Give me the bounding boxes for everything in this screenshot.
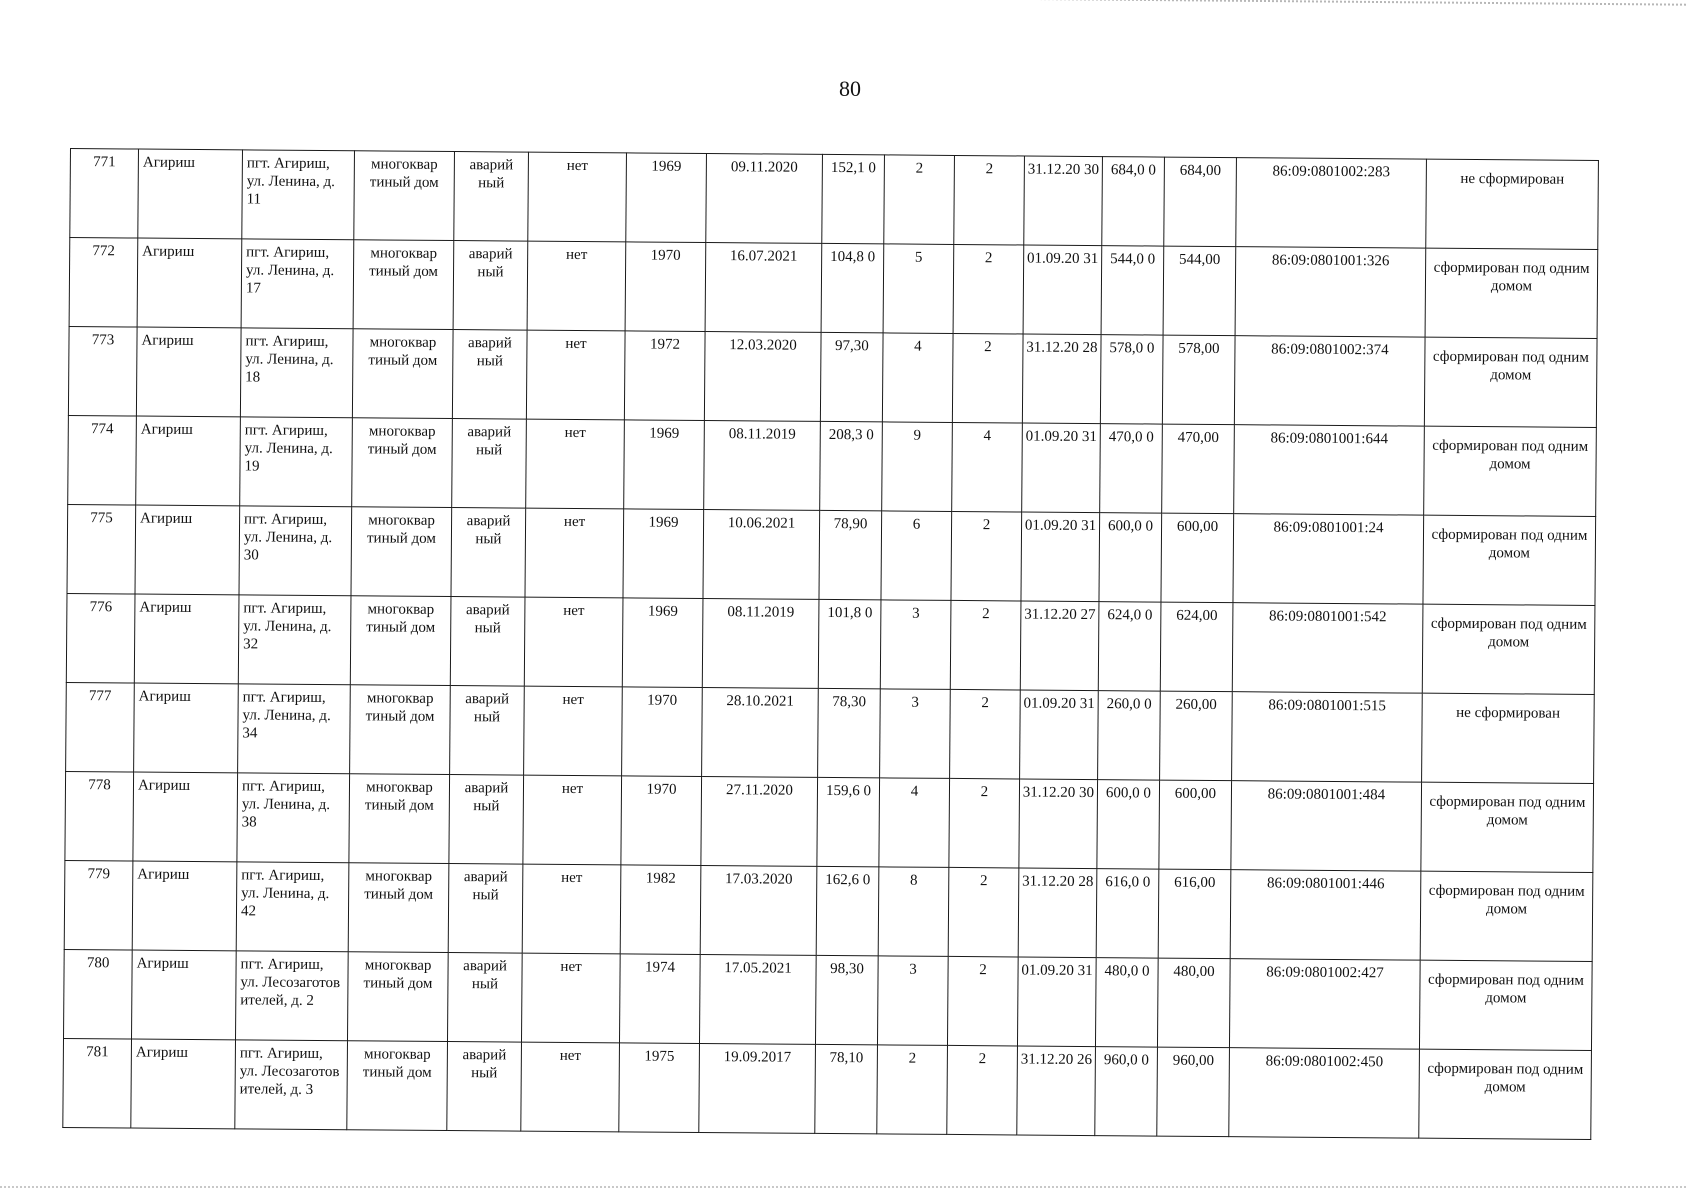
condition-cell: аварий ный [450,597,525,687]
resettlement-deadline-cell: 31.12.20 30 [1019,779,1098,869]
residents-count-cell: 3 [880,689,951,779]
row-number: 781 [63,1038,132,1128]
cadastral-number-cell: 86:09:0801002:450 [1229,1048,1420,1138]
address-cell: пгт. Агириш, ул. Ленина, д. 19 [240,417,353,507]
value-cell-2: 480,00 [1157,958,1230,1048]
value-cell-1: 600,0 0 [1099,513,1162,602]
recognition-date-cell: 27.11.2020 [701,776,818,866]
table-row [66,682,1595,783]
area-cell: 78,30 [818,688,881,777]
year-built-cell: 1970 [625,242,706,332]
flag-cell: нет [526,419,625,509]
flag-cell: нет [528,152,627,242]
land-plot-status-cell: сформирован под одним домом [1425,248,1598,338]
value-cell-2: 600,00 [1159,780,1232,870]
recognition-date-cell: 28.10.2021 [702,687,819,777]
year-built-cell: 1970 [622,687,703,777]
value-cell-1: 544,0 0 [1101,246,1164,335]
area-cell: 78,90 [819,510,882,599]
apartments-count-cell: 2 [950,689,1021,779]
value-cell-1: 470,0 0 [1100,424,1163,513]
settlement-cell: Агириш [131,1039,236,1129]
table-row [69,238,1598,339]
apartments-count-cell: 2 [948,867,1019,957]
condition-cell: аварий ный [450,686,525,776]
land-plot-status-cell: не сформирован [1426,159,1599,249]
recognition-date-cell: 17.03.2020 [700,865,817,955]
value-cell-2: 470,00 [1162,424,1235,514]
scan-edge-top [840,0,1686,20]
value-cell-2: 960,00 [1157,1047,1230,1137]
row-number: 772 [69,238,138,328]
cadastral-number-cell: 86:09:0801002:374 [1234,336,1425,426]
condition-cell: аварий ный [454,152,529,242]
condition-cell: аварий ный [448,863,523,953]
recognition-date-cell: 09.11.2020 [706,153,823,243]
flag-cell: нет [523,775,622,865]
building-type-cell: многоквар тиный дом [349,774,450,864]
building-type-cell: многоквар тиный дом [354,151,455,241]
apartments-count-cell: 2 [951,511,1022,601]
condition-cell: аварий ный [452,419,527,509]
housing-table [62,148,1599,1140]
land-plot-status-cell: сформирован под одним домом [1422,604,1595,694]
land-plot-status-cell: сформирован под одним домом [1423,515,1596,605]
address-cell: пгт. Агириш, ул. Ленина, д. 42 [236,862,349,952]
table-row [68,326,1597,427]
row-number: 771 [70,149,139,239]
resettlement-deadline-cell: 31.12.20 26 [1017,1046,1096,1136]
residents-count-cell: 6 [881,511,952,601]
resettlement-deadline-cell: 01.09.20 31 [1023,245,1102,335]
cadastral-number-cell: 86:09:0801001:484 [1231,781,1422,871]
row-number: 779 [64,860,133,950]
table-row [70,149,1599,250]
land-plot-status-cell: не сформирован [1422,693,1595,783]
row-number: 774 [68,415,137,505]
area-cell: 78,10 [815,1044,878,1133]
area-cell: 159,6 0 [817,777,880,866]
flag-cell: нет [521,1042,620,1132]
page-number: 80 [839,76,861,101]
value-cell-2: 600,00 [1161,513,1234,603]
resettlement-deadline-cell: 31.12.20 27 [1020,601,1099,691]
row-number: 777 [66,682,135,772]
resettlement-deadline-cell: 01.09.20 31 [1017,957,1096,1047]
condition-cell: аварий ный [447,1041,522,1131]
flag-cell: нет [522,864,621,954]
row-number: 773 [68,326,137,416]
cadastral-number-cell: 86:09:0801001:326 [1235,247,1426,337]
year-built-cell: 1969 [626,153,707,243]
settlement-cell: Агириш [137,238,242,328]
building-type-cell: многоквар тиный дом [352,329,453,419]
residents-count-cell: 3 [880,600,951,690]
value-cell-2: 684,00 [1164,157,1237,247]
value-cell-2: 544,00 [1163,246,1236,336]
address-cell: пгт. Агириш, ул. Лесозаготов ителей, д. 2 [236,951,349,1041]
area-cell: 152,1 0 [822,154,885,243]
resettlement-deadline-cell: 01.09.20 31 [1022,423,1101,513]
settlement-cell: Агириш [134,594,239,684]
land-plot-status-cell: сформирован под одним домом [1424,337,1597,427]
recognition-date-cell: 19.09.2017 [699,1043,816,1133]
value-cell-1: 616,0 0 [1096,869,1159,958]
residents-count-cell: 9 [882,422,953,512]
address-cell: пгт. Агириш, ул. Ленина, д. 38 [237,773,350,863]
resettlement-deadline-cell: 31.12.20 30 [1024,156,1103,246]
apartments-count-cell: 2 [949,778,1020,868]
row-number: 780 [64,949,133,1039]
value-cell-1: 480,0 0 [1095,958,1158,1047]
flag-cell: нет [527,241,626,331]
flag-cell: нет [524,597,623,687]
resettlement-deadline-cell: 31.12.20 28 [1022,334,1101,424]
residents-count-cell: 3 [877,956,948,1046]
flag-cell: нет [521,953,620,1043]
table-row [64,949,1593,1050]
residents-count-cell: 5 [883,244,954,334]
recognition-date-cell: 17.05.2021 [699,954,816,1044]
settlement-cell: Агириш [134,683,239,773]
condition-cell: аварий ный [447,952,522,1042]
resettlement-deadline-cell: 01.09.20 31 [1020,690,1099,780]
apartments-count-cell: 2 [952,333,1023,423]
area-cell: 97,30 [820,332,883,421]
settlement-cell: Агириш [132,950,237,1040]
land-plot-status-cell: сформирован под одним домом [1419,960,1592,1050]
value-cell-1: 684,0 0 [1102,157,1165,246]
address-cell: пгт. Агириш, ул. Ленина, д. 34 [238,684,351,774]
row-number: 775 [67,504,136,594]
land-plot-status-cell: сформирован под одним домом [1424,426,1597,516]
year-built-cell: 1975 [619,1043,700,1133]
scan-edge-bottom [0,1186,1686,1196]
land-plot-status-cell: сформирован под одним домом [1420,871,1593,961]
settlement-cell: Агириш [135,505,240,595]
residents-count-cell: 2 [877,1045,948,1135]
residents-count-cell: 4 [879,778,950,868]
recognition-date-cell: 10.06.2021 [703,509,820,599]
table-row [63,1038,1592,1139]
cadastral-number-cell: 86:09:0801001:446 [1230,870,1421,960]
recognition-date-cell: 08.11.2019 [704,420,821,510]
recognition-date-cell: 16.07.2021 [705,242,822,332]
cadastral-number-cell: 86:09:0801001:24 [1233,514,1424,604]
value-cell-2: 624,00 [1160,602,1233,692]
area-cell: 208,3 0 [820,421,883,510]
resettlement-deadline-cell: 31.12.20 28 [1018,868,1097,958]
address-cell: пгт. Агириш, ул. Ленина, д. 32 [238,595,351,685]
condition-cell: аварий ный [453,241,528,331]
residents-count-cell: 2 [884,155,955,245]
flag-cell: нет [526,330,625,420]
settlement-cell: Агириш [136,327,241,417]
recognition-date-cell: 12.03.2020 [704,331,821,421]
apartments-count-cell: 2 [954,155,1025,245]
year-built-cell: 1974 [619,954,700,1044]
residents-count-cell: 8 [878,867,949,957]
value-cell-1: 600,0 0 [1097,780,1160,869]
address-cell: пгт. Агириш, ул. Ленина, д. 17 [241,239,354,329]
cadastral-number-cell: 86:09:0801001:542 [1232,603,1423,693]
condition-cell: аварий ный [451,508,526,598]
value-cell-1: 960,0 0 [1095,1047,1158,1136]
building-type-cell: многоквар тиный дом [347,1041,448,1131]
address-cell: пгт. Агириш, ул. Ленина, д. 11 [242,150,355,240]
building-type-cell: многоквар тиный дом [352,418,453,508]
resettlement-deadline-cell: 01.09.20 31 [1021,512,1100,602]
row-number: 776 [66,593,135,683]
building-type-cell: многоквар тиный дом [351,507,452,597]
housing-table-container [62,148,1598,1140]
value-cell-2: 260,00 [1160,691,1233,781]
apartments-count-cell: 2 [950,600,1021,690]
table-row [68,415,1597,516]
value-cell-1: 578,0 0 [1100,335,1163,424]
settlement-cell: Агириш [133,772,238,862]
row-number: 778 [65,771,134,861]
recognition-date-cell: 08.11.2019 [702,598,819,688]
building-type-cell: многоквар тиный дом [350,685,451,775]
settlement-cell: Агириш [132,861,237,951]
cadastral-number-cell: 86:09:0801002:283 [1236,158,1427,248]
apartments-count-cell: 2 [947,1045,1018,1135]
area-cell: 101,8 0 [818,599,881,688]
building-type-cell: многоквар тиный дом [353,240,454,330]
settlement-cell: Агириш [138,149,243,239]
flag-cell: нет [524,686,623,776]
year-built-cell: 1969 [622,598,703,688]
building-type-cell: многоквар тиный дом [350,596,451,686]
value-cell-2: 578,00 [1162,335,1235,425]
address-cell: пгт. Агириш, ул. Ленина, д. 30 [239,506,352,596]
year-built-cell: 1969 [624,420,705,510]
land-plot-status-cell: сформирован под одним домом [1419,1049,1592,1139]
cadastral-number-cell: 86:09:0801001:515 [1232,692,1423,782]
cadastral-number-cell: 86:09:0801001:644 [1234,425,1425,515]
year-built-cell: 1970 [621,776,702,866]
year-built-cell: 1982 [620,865,701,955]
settlement-cell: Агириш [136,416,241,506]
area-cell: 162,6 0 [816,866,879,955]
address-cell: пгт. Агириш, ул. Ленина, д. 18 [240,328,353,418]
condition-cell: аварий ный [452,330,527,420]
year-built-cell: 1972 [624,331,705,421]
area-cell: 98,30 [815,955,878,1044]
building-type-cell: многоквар тиный дом [347,952,448,1042]
year-built-cell: 1969 [623,509,704,599]
apartments-count-cell: 2 [953,244,1024,334]
table-row [66,593,1595,694]
table-row [67,504,1596,605]
condition-cell: аварий ный [449,775,524,865]
table-row [65,771,1594,872]
apartments-count-cell: 4 [952,422,1023,512]
building-type-cell: многоквар тиный дом [348,863,449,953]
flag-cell: нет [525,508,624,598]
value-cell-1: 624,0 0 [1098,602,1161,691]
value-cell-2: 616,00 [1158,869,1231,959]
apartments-count-cell: 2 [947,956,1018,1046]
residents-count-cell: 4 [882,333,953,423]
value-cell-1: 260,0 0 [1098,691,1161,780]
cadastral-number-cell: 86:09:0801002:427 [1229,959,1420,1049]
land-plot-status-cell: сформирован под одним домом [1421,782,1594,872]
table-row [64,860,1593,961]
address-cell: пгт. Агириш, ул. Лесозаготов ителей, д. 3 [235,1040,348,1130]
area-cell: 104,8 0 [821,243,884,332]
